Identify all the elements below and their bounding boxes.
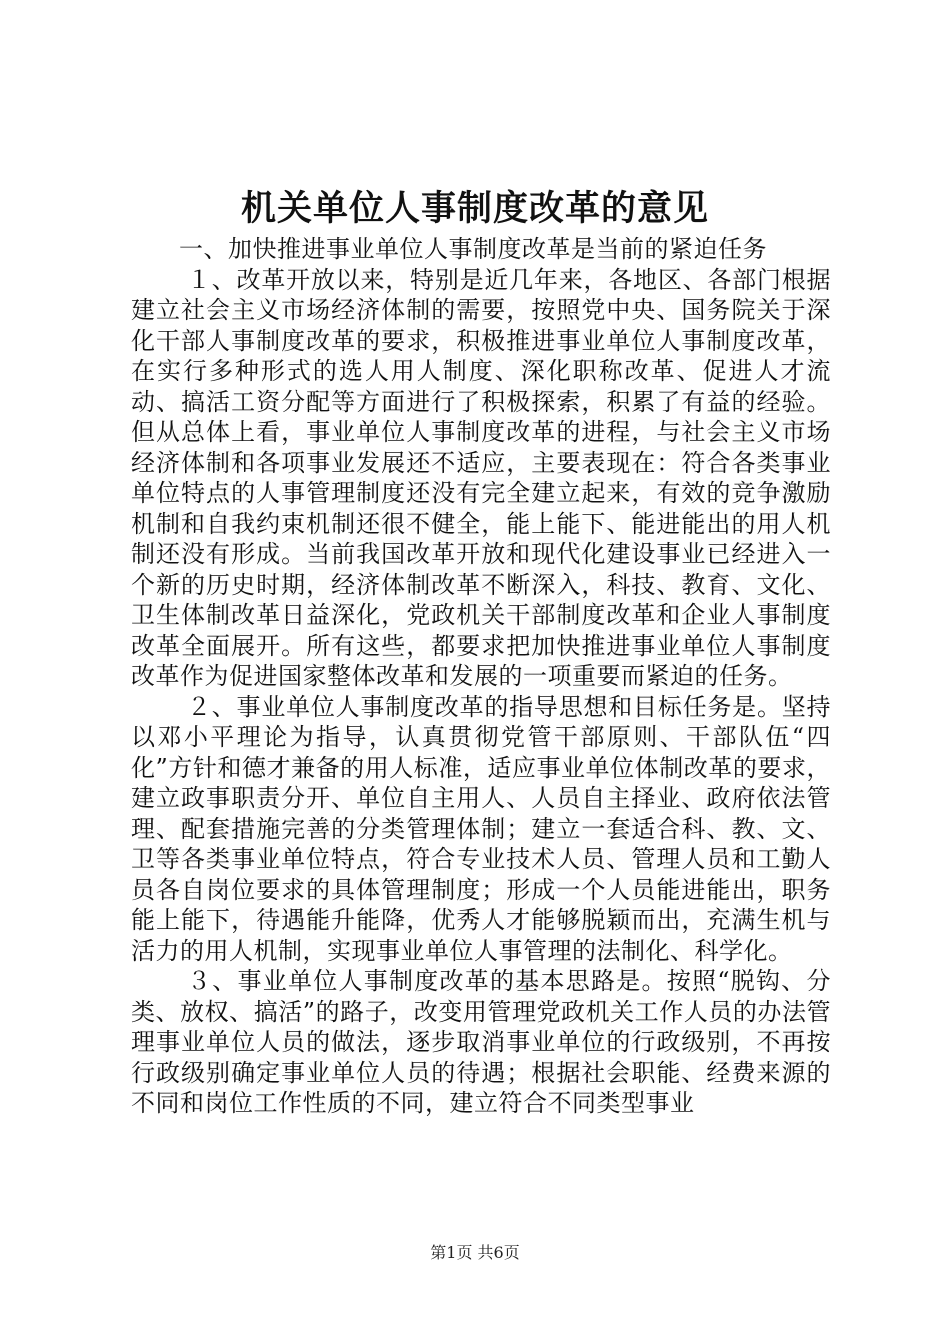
paragraph-1: １、改革开放以来，特别是近几年来，各地区、各部门根据建立社会主义市场经济体制的需要，按照党中央、国务院关于深化干部人事制度改革的要求，积极推进事业单位人事制度改革，在实行多种形式的选人用人制度、深化职称改革、促进人才流动、搞活工资分配等方面进行了积极探索，积累了有益的经验。但从总体上看，事业单位人事制度改革的进程，与社会主义市场经济体制和各项事业发展还不适应，主要表现在：符合各类事业单位特点的人事管理制度还没有完全建立起来，有效的竞争激励机制和自我约束机制还很不健全，能上能下、能进能出的用人机制还没有形成。当前我国改革开放和现代化建设事业已经进入一个新的历史时期，经济体制改革不断深入，科技、教育、文化、卫生体制改革日益深化，党政机关干部制度改革和企业人事制度改革全面展开。所有这些，都要求把加快推进事业单位人事制度改革作为促进国家整体改革和发展的一项重要而紧迫的任务。 <box>131 265 831 690</box>
paragraph-2: ２、事业单位人事制度改革的指导思想和目标任务是。坚持以邓小平理论为指导，认真贯彻党管干部原则、干部队伍“四化”方针和德才兼备的用人标准，适应事业单位体制改革的要求，建立政事职责分开、单位自主用人、人员自主择业、政府依法管理、配套措施完善的分类管理体制；建立一套适合科、教、文、卫等各类事业单位特点，符合专业技术人员、管理人员和工勤人员各自岗位要求的具体管理制度；形成一个人员能进能出，职务能上能下，待遇能升能降，优秀人才能够脱颖而出，充满生机与活力的用人机制，实现事业单位人事管理的法制化、科学化。 <box>131 692 831 965</box>
document-body <box>131 234 831 1119</box>
document-title: 机关单位人事制度改革的意见 <box>240 188 709 229</box>
paragraph-3: ３、事业单位人事制度改革的基本思路是。按照“脱钩、分类、放权、搞活”的路子，改变用管理党政机关工作人员的办法管理事业单位人员的做法，逐步取消事业单位的行政级别，不再按行政级别确定事业单位人员的待遇；根据社会职能、经费来源的不同和岗位工作性质的不同，建立符合不同类型事业 <box>131 967 831 1117</box>
page-number-footer: 第1页 共6页 <box>430 1243 520 1262</box>
section-heading: 一、加快推进事业单位人事制度改革是当前的紧迫任务 <box>179 235 767 263</box>
